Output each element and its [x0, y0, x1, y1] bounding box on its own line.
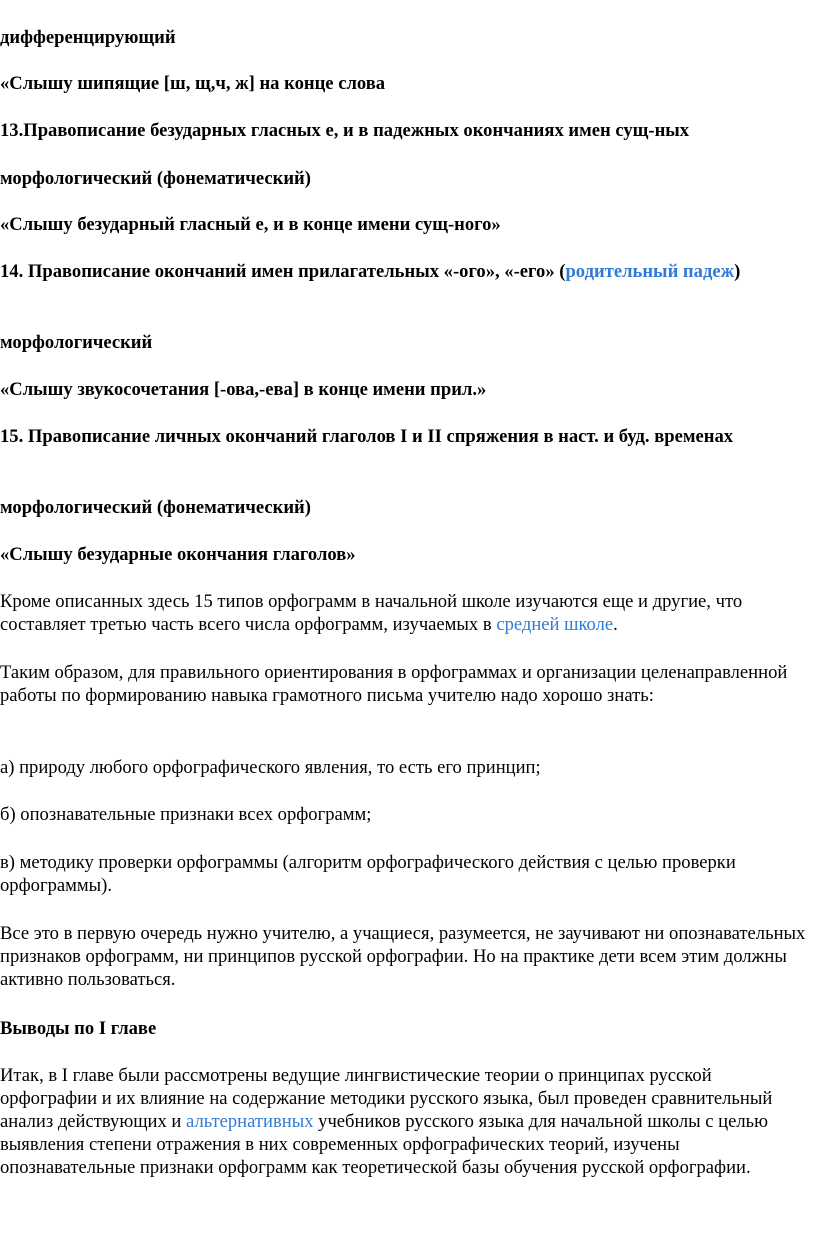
paragraph-differentiating: дифференцирующий: [0, 27, 176, 48]
heading-rule-15: 15. Правописание личных окончаний глаголов I и II спряжения в наст. и буд. временах: [0, 426, 734, 447]
heading-rule-13: 13.Правописание безударных гласных е, и в падежных окончаниях имен сущ-ных: [0, 120, 690, 141]
paragraph-hear-unstressed-noun: «Слышу безударный гласный е, и в конце имени сущ-ного»: [0, 214, 501, 235]
heading-rule-14: [0, 260, 812, 283]
paragraph-other-types: [0, 590, 812, 636]
genitive-case-link[interactable]: родительный падеж: [565, 261, 735, 282]
paragraph-hear-verb-endings: «Слышу безударные окончания глаголов»: [0, 544, 356, 565]
conclusion-text-end: учебников русского языка для начальной школы с целью выявления степени отражения в них современных орфографических теорий, изучены опознавательные признаки орфограмм как теоретической базы обучения русской орфографии.: [0, 1111, 769, 1178]
list-item-a: а) природу любого орфографического явления, то есть его принцип;: [0, 757, 541, 778]
conclusion-text: Итак, в I главе были рассмотрены ведущие лингвистические теории о принципах русской орфографии и их влияние на содержание методики русского языка, был проведен сравнительный анализ действующих и: [0, 1065, 773, 1132]
paragraph-practice: Все это в первую очередь нужно учителю, а учащиеся, разумеется, не заучивают ни опознавательных признаков орфограмм, ни принципов русской орфографии. Но на практике дети всем этим должны активно пользоваться.: [0, 923, 806, 990]
other-types-end: .: [613, 614, 618, 635]
paragraph-teacher-should-know: Таким образом, для правильного ориентирования в орфограммах и организации целенаправленной работы по формированию навыка грамотного письма учителю надо хорошо знать:: [0, 662, 788, 706]
secondary-school-link[interactable]: средней школе: [496, 614, 614, 635]
list-item-b: б) опознавательные признаки всех орфограмм;: [0, 804, 372, 825]
paragraph-morphological-2: морфологический: [0, 332, 153, 353]
paragraph-conclusion: [0, 1064, 812, 1179]
rule-14-text: 14. Правописание окончаний имен прилагательных «-ого», «-его» (: [0, 261, 566, 282]
paragraph-hear-sibilants: «Слышу шипящие [ш, щ,ч, ж] на конце слова: [0, 73, 386, 94]
paragraph-morphological-1: морфологический (фонематический): [0, 168, 311, 189]
alternative-textbooks-link[interactable]: альтернативных: [186, 1111, 314, 1132]
other-types-text: Кроме описанных здесь 15 типов орфограмм в начальной школе изучаются еще и другие, что составляет третью часть всего числа орфограмм, изучаемых в: [0, 591, 743, 635]
paragraph-morphological-3: морфологический (фонематический): [0, 497, 311, 518]
list-item-c: в) методику проверки орфограммы (алгоритм орфографического действия с целью проверки орфограммы).: [0, 852, 736, 896]
rule-14-close: ): [734, 261, 741, 282]
section-heading-conclusions: Выводы по I главе: [0, 1018, 157, 1039]
paragraph-hear-adj-endings: «Слышу звукосочетания [-ова,-ева] в конце имени прил.»: [0, 379, 487, 400]
